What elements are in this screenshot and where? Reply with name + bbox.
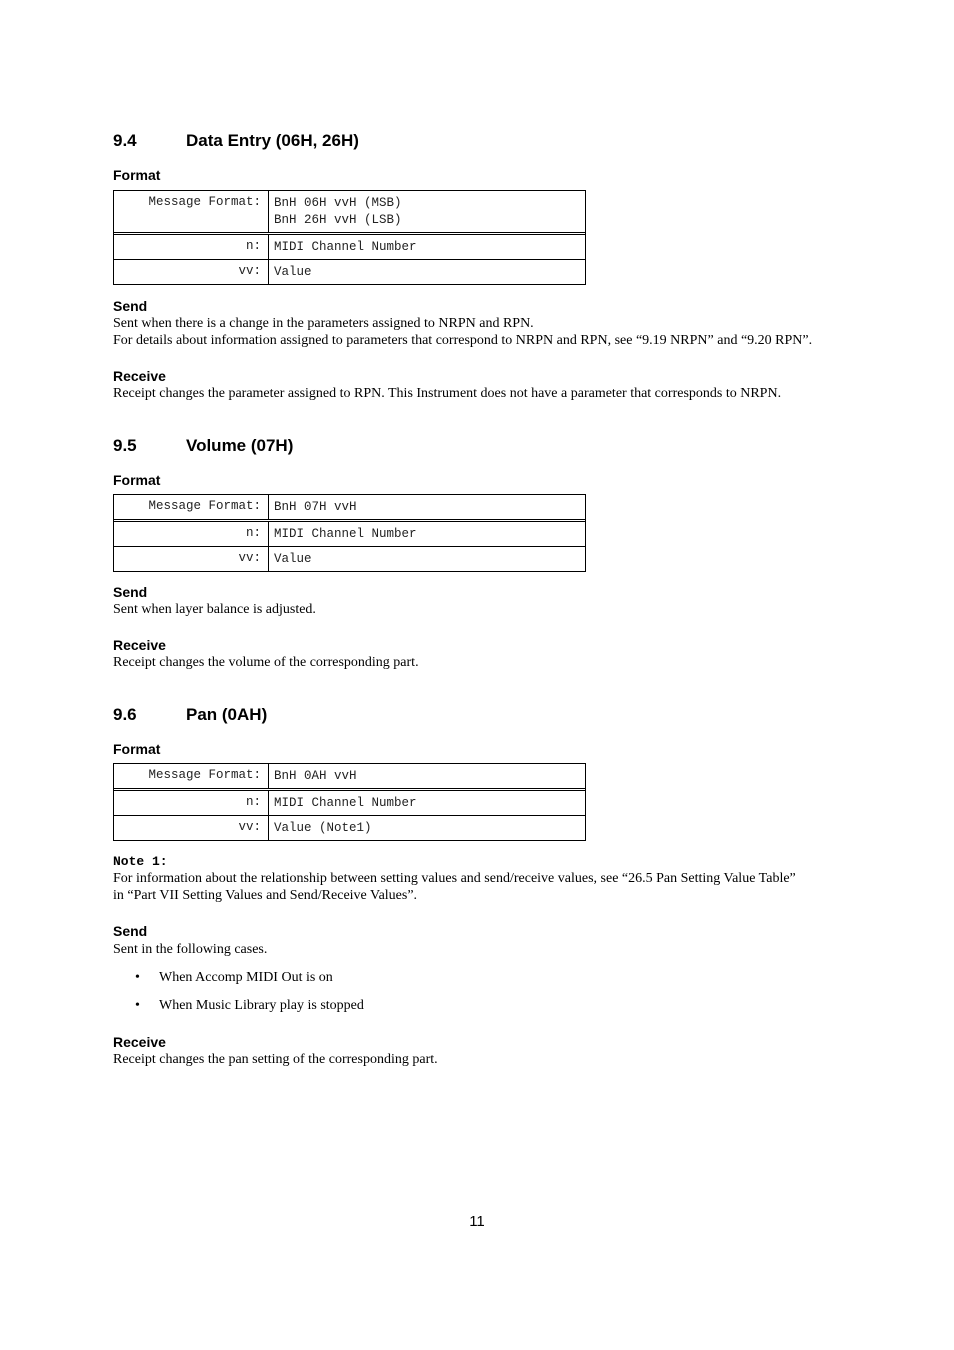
format-row bbox=[114, 191, 585, 232]
text-line: Receipt changes the pan setting of the corresponding part. bbox=[113, 1052, 438, 1067]
format-table bbox=[113, 494, 586, 572]
format-heading: Format bbox=[113, 472, 161, 488]
format-label: n: bbox=[114, 522, 269, 546]
receive-text bbox=[113, 654, 853, 671]
section-number: 9.6 bbox=[113, 705, 137, 724]
text-line: For details about information assigned to parameters that correspond to NRPN and RPN, see “9.19 NRPN” and “9.20 RPN”. bbox=[113, 333, 813, 348]
send-heading: Send bbox=[113, 298, 148, 314]
format-label: n: bbox=[114, 235, 269, 259]
section-title: Volume (07H) bbox=[186, 436, 294, 455]
format-value: Value bbox=[274, 265, 312, 279]
format-row bbox=[114, 259, 585, 284]
text-line: Sent when there is a change in the parameters assigned to NRPN and RPN. bbox=[113, 316, 534, 331]
send-heading: Send bbox=[113, 923, 148, 939]
text-line: in “Part VII Setting Values and Send/Receive Values”. bbox=[113, 888, 418, 903]
format-row bbox=[114, 764, 585, 788]
format-label: n: bbox=[114, 791, 269, 815]
receive-heading: Receive bbox=[113, 637, 166, 653]
receive-text bbox=[113, 385, 853, 402]
format-label: vv: bbox=[114, 260, 269, 284]
format-value-line: BnH 06H vvH (MSB) bbox=[274, 196, 402, 210]
note-text bbox=[113, 870, 853, 904]
text-line: Receipt changes the volume of the corresponding part. bbox=[113, 655, 419, 670]
format-row bbox=[114, 232, 585, 259]
section-number: 9.5 bbox=[113, 436, 137, 455]
format-table bbox=[113, 190, 586, 285]
format-value: MIDI Channel Number bbox=[274, 796, 417, 810]
list-item-text: When Music Library play is stopped bbox=[159, 998, 364, 1013]
section-title: Data Entry (06H, 26H) bbox=[186, 131, 359, 150]
text-line: For information about the relationship between setting values and send/receive values, see “26.5 Pan Setting Value Table” bbox=[113, 871, 796, 886]
send-text bbox=[113, 601, 853, 618]
list-item bbox=[135, 998, 364, 1014]
section-heading-9-6 bbox=[113, 705, 267, 725]
note-label: Note 1: bbox=[113, 854, 168, 869]
send-text bbox=[113, 315, 853, 349]
format-value bbox=[269, 191, 585, 232]
format-table bbox=[113, 763, 586, 841]
format-value: MIDI Channel Number bbox=[274, 527, 417, 541]
format-row bbox=[114, 788, 585, 815]
list-item bbox=[135, 970, 333, 986]
receive-text bbox=[113, 1051, 853, 1068]
list-item-text: When Accomp MIDI Out is on bbox=[159, 970, 333, 985]
section-heading-9-4 bbox=[113, 131, 359, 151]
bullet-icon: • bbox=[135, 970, 140, 985]
format-row bbox=[114, 546, 585, 571]
send-text bbox=[113, 941, 853, 958]
format-value: BnH 0AH vvH bbox=[274, 769, 357, 783]
receive-heading: Receive bbox=[113, 368, 166, 384]
section-title: Pan (0AH) bbox=[186, 705, 268, 724]
receive-heading: Receive bbox=[113, 1034, 166, 1050]
format-value: MIDI Channel Number bbox=[274, 240, 417, 254]
format-value: Value (Note1) bbox=[274, 821, 372, 835]
format-heading: Format bbox=[113, 741, 161, 757]
format-label: Message Format: bbox=[114, 191, 269, 232]
format-heading: Format bbox=[113, 167, 161, 183]
format-row bbox=[114, 815, 585, 840]
send-heading: Send bbox=[113, 584, 148, 600]
section-number: 9.4 bbox=[113, 131, 137, 150]
format-label: Message Format: bbox=[114, 495, 269, 519]
format-row bbox=[114, 495, 585, 519]
format-row bbox=[114, 519, 585, 546]
format-label: Message Format: bbox=[114, 764, 269, 788]
text-line: Sent when layer balance is adjusted. bbox=[113, 602, 316, 617]
format-value: Value bbox=[274, 552, 312, 566]
format-value: BnH 07H vvH bbox=[274, 500, 357, 514]
bullet-icon: • bbox=[135, 998, 140, 1013]
text-line: Sent in the following cases. bbox=[113, 942, 268, 957]
text-line: Receipt changes the parameter assigned to RPN. This Instrument does not have a parameter that corresponds to NRPN. bbox=[113, 386, 782, 401]
format-label: vv: bbox=[114, 816, 269, 840]
page-number: 11 bbox=[469, 1213, 485, 1230]
format-label: vv: bbox=[114, 547, 269, 571]
format-value-line: BnH 26H vvH (LSB) bbox=[274, 213, 402, 227]
section-heading-9-5 bbox=[113, 436, 293, 456]
